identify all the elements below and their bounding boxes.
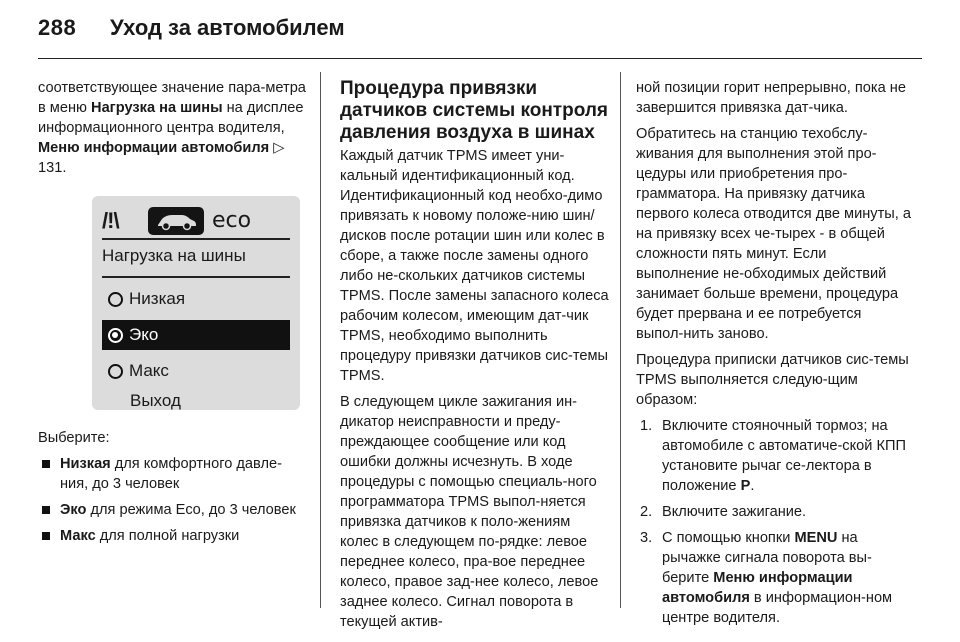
list-item: 3. С помощью кнопки MENU на рычажке сигнала поворота вы-берите Меню информации автомобиля в информацион-ном центре водителя. (640, 530, 893, 626)
eco-label: eco (212, 208, 252, 233)
car-icon (148, 207, 204, 235)
paragraph: Процедура приписки датчиков сис-темы TPMS выполняется следую-щим образом: (636, 352, 909, 408)
chapter-title: Уход за автомобилем (110, 15, 345, 40)
bullet-square-icon (42, 460, 50, 468)
column-divider-2 (620, 72, 621, 608)
menu-ref-vehicle-info: Меню информации автомобиля (38, 140, 270, 156)
option-eco[interactable]: Эко (102, 320, 290, 350)
list-item: 1. Включите стояночный тормоз; на автомобиле с автоматиче-ской КПП установите рычаг се-лектора в положение P. (640, 418, 906, 494)
paragraph: В следующем цикле зажигания ин-дикатор неисправности и преду-преждающее сообщение или код ошибки должны исчезнуть. В ходе процедуры с помощью специаль-ного программатора TPMS выпол-няется привязка датчиков к поло-жениям колес в следующем по-рядке: левое переднее колесо, пра-вое переднее колесо, правое зад-нее колесо, левое заднее колесо. Сигнал поворота в текущей актив- (340, 394, 599, 630)
option-list (38, 454, 310, 546)
paragraph: ной позиции горит непрерывно, пока не завершится привязка дат-чика. (636, 80, 906, 116)
list-item: 2. Включите зажигание. (640, 504, 807, 520)
select-label: Выберите: (38, 430, 110, 446)
page-header (38, 8, 345, 48)
bullet-square-icon (42, 532, 50, 540)
list-item: Макс для полной нагрузки (38, 526, 310, 546)
page-ref-arrow-icon: ▷ (273, 140, 285, 156)
column-1 (38, 78, 310, 552)
column-divider-1 (320, 72, 321, 608)
section-title: Процедура привязки датчиков системы контроля давления воздуха в шинах (340, 78, 609, 143)
display-top-bar (102, 206, 290, 236)
column-3 (636, 78, 912, 634)
steps-list (636, 416, 912, 628)
bullet-square-icon (42, 506, 50, 514)
page-ref: 131. (38, 160, 67, 176)
list-item: Низкая для комфортного давле-ния, до 3 человек (38, 454, 310, 494)
warning-icons: /!\ (102, 208, 119, 233)
intro-paragraph: соответствующее значение пара-метра в меню Нагрузка на шины на дисплее информационного центра водителя, Меню информации автомобиля ▷ 131. (38, 80, 306, 176)
page-number: 288 (38, 15, 77, 40)
menu-ref-tire-load: Нагрузка на шины (91, 100, 223, 116)
list-item: Эко для режима Eco, до 3 человек (38, 500, 310, 520)
option-low[interactable]: Низкая (102, 284, 290, 314)
paragraph: Обратитесь на станцию техобслу-живания для выполнения этой про-цедуры или приобретения про-грамматора. На привязку датчика первого колеса отводится две минуты, а на привязку всех че-тырех - в общей сложности пять минут. Если выполнение не-обходимых действий занимает больше времени, процедура будет прервана и ее потребуется выпол-нить заново. (636, 126, 911, 342)
option-exit[interactable]: Выход (130, 391, 181, 410)
option-max[interactable]: Макс (102, 356, 290, 386)
column-2 (340, 78, 612, 638)
radio-icon (108, 292, 123, 307)
paragraph: Каждый датчик TPMS имеет уни-кальный идентификационный код. Идентификационный код необхо-димо привязать к новому положе-нию шин/дисков после ротации шин или колес в сборе, а также после замены одного либо не-скольких датчиков системы TPMS. После замены запасного колеса рабочим колесом, имеющим дат-чик TPMS, необходимо выполнить процедуру привязки датчиков сис-темы TPMS. (340, 148, 609, 384)
tire-load-display (92, 196, 300, 410)
display-title: Нагрузка на шины (102, 246, 246, 265)
radio-icon (108, 364, 123, 379)
header-rule (38, 58, 922, 59)
radio-selected-icon (108, 328, 123, 343)
